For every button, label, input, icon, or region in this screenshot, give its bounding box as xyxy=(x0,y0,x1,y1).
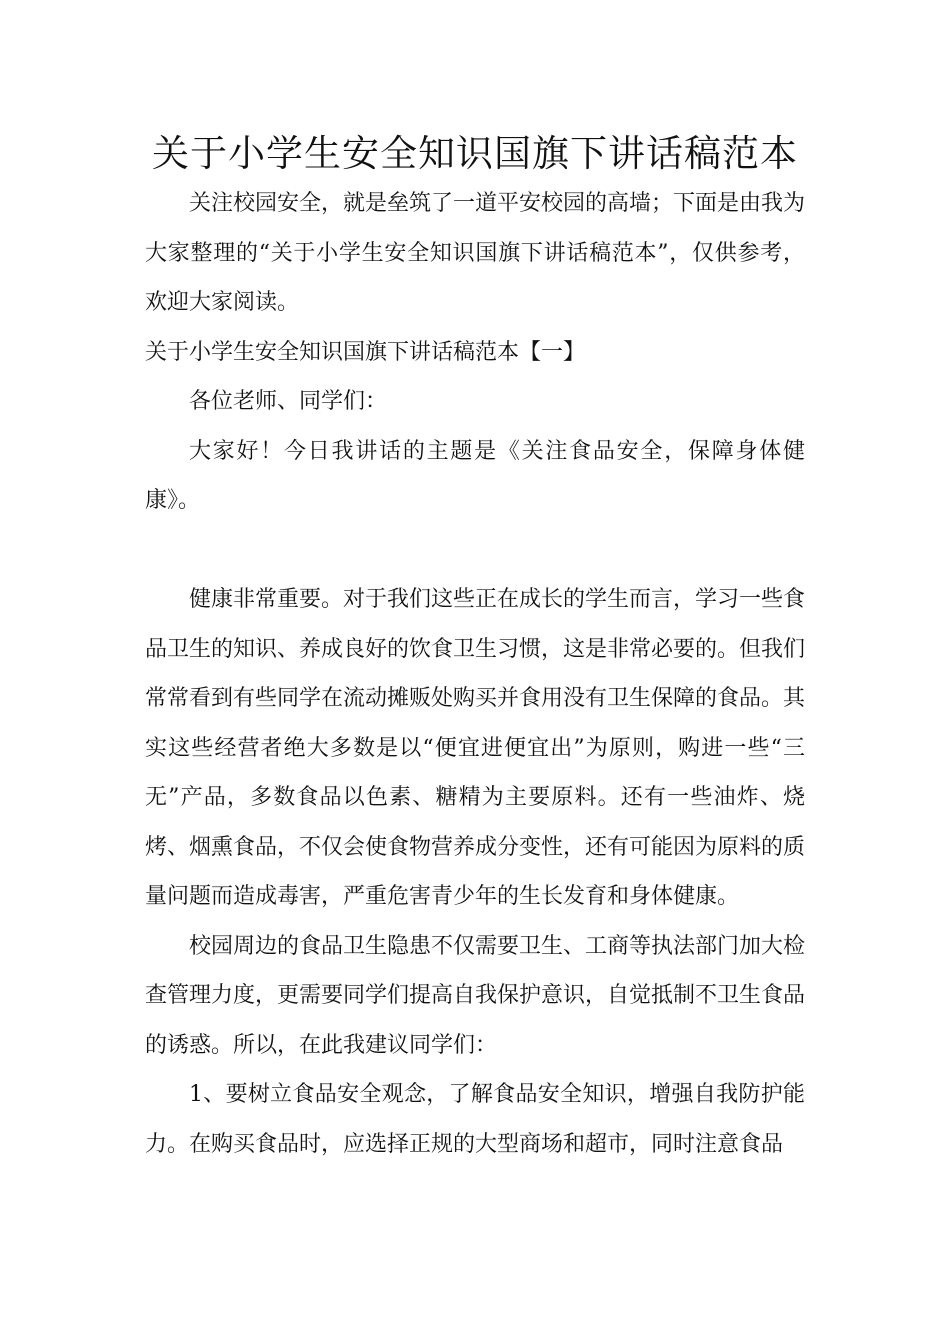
blank-line xyxy=(145,526,805,576)
body-paragraph-2: 校园周边的食品卫生隐患不仅需要卫生、工商等执法部门加大检查管理力度，更需要同学们提高自我保护意识，自觉抵制不卫生食品的诱惑。所以，在此我建议同学们： xyxy=(145,933,806,1058)
intro-paragraph: 关注校园安全，就是垒筑了一道平安校园的高墙；下面是由我为大家整理的“关于小学生安全知识国旗下讲话稿范本”，仅供参考，欢迎大家阅读。 xyxy=(145,191,806,315)
section-heading: 关于小学生安全知识国旗下讲话稿范本【一】 xyxy=(145,339,586,365)
body-paragraph-1: 健康非常重要。对于我们这些正在成长的学生而言，学习一些食品卫生的知识、养成良好的饮食卫生习惯，这是非常必要的。但我们常常看到有些同学在流动摊贩处购买并食用没有卫生保障的食品。其实这些经营者绝大多数是以“便宜进便宜出”为原则，购进一些“三无”产品，多数食品以色素、糖精为主要原料。还有一些油炸、烧烤、烟熏食品，不仅会使食物营养成分变性，还有可能因为原料的质量问题而造成毒害，严重危害青少年的生长发育和身体健康。 xyxy=(145,587,806,909)
opening-paragraph: 大家好！今日我讲话的主题是《关注食品安全，保障身体健康》。 xyxy=(145,438,805,513)
greeting-paragraph: 各位老师、同学们： xyxy=(189,389,388,414)
body-paragraph-3: 1、要树立食品安全观念，了解食品安全知识，增强自我防护能力。在购买食品时，应选择正规的大型商场和超市，同时注意食品 xyxy=(145,1082,805,1157)
document-title: 关于小学生安全知识国旗下讲话稿范本 xyxy=(152,132,798,175)
document-body xyxy=(145,179,805,1169)
